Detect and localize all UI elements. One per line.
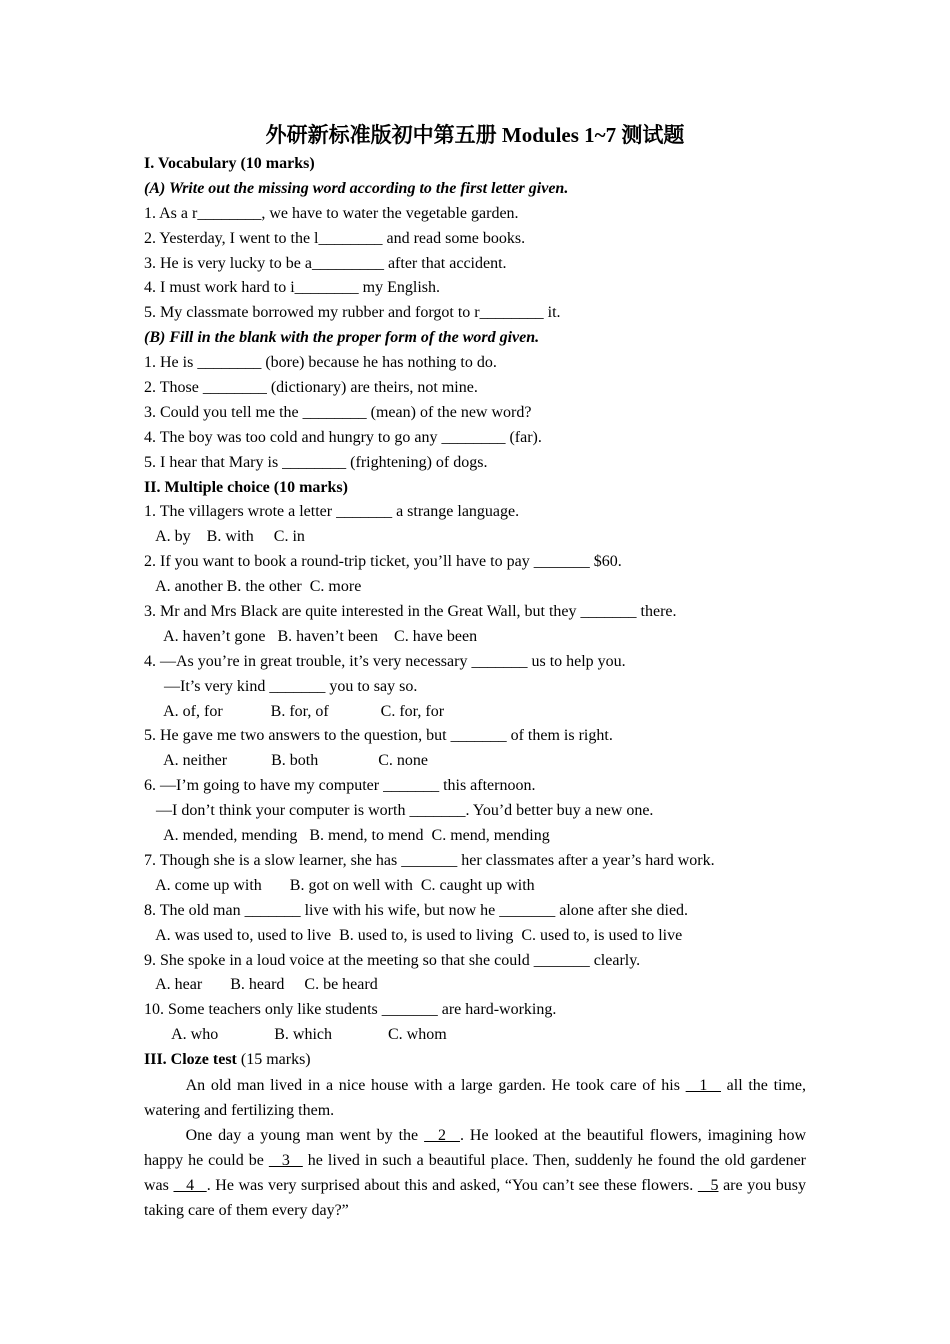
- mc-list: [144, 500, 806, 1048]
- mc-line: A. mended, mending B. mend, to mend C. mend, mending: [144, 827, 550, 845]
- mc-line: A. come up with B. got on well with C. caught up with: [144, 876, 535, 894]
- cloze-paragraph-2: [144, 1123, 806, 1223]
- mc-line: A. haven’t gone B. haven’t been C. have been: [144, 627, 478, 645]
- question-item: 3. Could you tell me the ________ (mean) of the new word?: [144, 403, 532, 421]
- question-item: 1. As a r________, we have to water the vegetable garden.: [144, 204, 519, 222]
- mc-line: 4. —As you’re in great trouble, it’s very necessary _______ us to help you.: [144, 652, 626, 670]
- cloze-blank-5: _5: [697, 1176, 719, 1194]
- vocab-a-list: [144, 202, 806, 326]
- mc-line: 6. —I’m going to have my computer _______ this afternoon.: [144, 777, 536, 795]
- cloze-text: he lived in such a beautiful place. Then, suddenly he found the old gardener was: [144, 1151, 807, 1194]
- mc-line: 10. Some teachers only like students _______ are hard-working.: [144, 1001, 557, 1019]
- cloze-blank-2: _2_: [424, 1126, 460, 1144]
- mc-line: A. who B. which C. whom: [144, 1026, 447, 1044]
- section-heading: II. Multiple choice (10 marks): [144, 478, 348, 496]
- page-title: 外研新标准版初中第五册 Modules 1~7 测试题: [265, 123, 685, 147]
- mc-line: 9. She spoke in a loud voice at the meeting so that she could _______ clearly.: [144, 951, 641, 969]
- cloze-blank-3: _3_: [268, 1151, 303, 1169]
- cloze-text: all the time, watering and fertilizing them.: [144, 1076, 807, 1119]
- question-item: 5. I hear that Mary is ________ (frightening) of dogs.: [144, 453, 488, 471]
- cloze-blank-4: _4_: [173, 1176, 207, 1194]
- cloze-text: are you busy taking care of them every day?”: [144, 1176, 807, 1219]
- mc-line: 1. The villagers wrote a letter _______ a strange language.: [144, 503, 520, 521]
- instruction: (B) Fill in the blank with the proper form of the word given.: [144, 329, 540, 347]
- question-item: 2. Those ________ (dictionary) are theirs, not mine.: [144, 379, 478, 397]
- mc-line: 2. If you want to book a round-trip ticket, you’ll have to pay _______ $60.: [144, 553, 622, 571]
- cloze-text: An old man lived in a nice house with a large garden. He took care of his: [185, 1076, 686, 1094]
- mc-line: A. of, for B. for, of C. for, for: [144, 702, 445, 720]
- mc-line: A. by B. with C. in: [144, 528, 305, 546]
- mc-line: 7. Though she is a slow learner, she has _______ her classmates after a year’s hard work.: [144, 851, 715, 869]
- question-item: 1. He is ________ (bore) because he has nothing to do.: [144, 354, 497, 372]
- question-item: 4. I must work hard to i________ my English.: [144, 279, 440, 297]
- mc-line: A. neither B. both C. none: [144, 752, 428, 770]
- mc-line: 8. The old man _______ live with his wife, but now he _______ alone after she died.: [144, 901, 689, 919]
- section-heading: I. Vocabulary (10 marks): [144, 155, 315, 172]
- cloze-text: . He was very surprised about this and asked, “You can’t see these flowers.: [206, 1176, 698, 1194]
- mc-line: 5. He gave me two answers to the question, but _______ of them is right.: [144, 727, 613, 745]
- mc-line: —It’s very kind _______ you to say so.: [144, 677, 418, 695]
- mc-line: A. hear B. heard C. be heard: [144, 976, 378, 994]
- section-heading: [144, 1048, 806, 1073]
- mc-line: —I don’t think your computer is worth _______. You’d better buy a new one.: [144, 802, 654, 820]
- cloze-text: . He looked at the beautiful flowers, imagining how happy he could be: [144, 1126, 806, 1169]
- exam-page: [144, 118, 806, 1223]
- question-item: 2. Yesterday, I went to the l________ and read some books.: [144, 229, 526, 247]
- mc-line: A. was used to, used to live B. used to, is used to living C. used to, is used to live: [144, 926, 683, 944]
- cloze-heading-bold: III. Cloze test: [144, 1051, 237, 1069]
- mc-line: 3. Mr and Mrs Black are quite interested in the Great Wall, but they _______ there.: [144, 603, 677, 621]
- vocab-b-list: [144, 351, 806, 475]
- cloze-text: One day a young man went by the: [185, 1126, 425, 1144]
- question-item: 3. He is very lucky to be a_________ after that accident.: [144, 254, 507, 272]
- cloze-heading-marks: (15 marks): [236, 1051, 311, 1069]
- cloze-blank-1: _1_: [685, 1076, 721, 1094]
- instruction: (A) Write out the missing word according to the first letter given.: [144, 179, 569, 197]
- mc-line: A. another B. the other C. more: [144, 578, 362, 596]
- cloze-paragraph-1: [144, 1073, 806, 1123]
- question-item: 5. My classmate borrowed my rubber and forgot to r________ it.: [144, 304, 561, 322]
- question-item: 4. The boy was too cold and hungry to go any ________ (far).: [144, 428, 542, 446]
